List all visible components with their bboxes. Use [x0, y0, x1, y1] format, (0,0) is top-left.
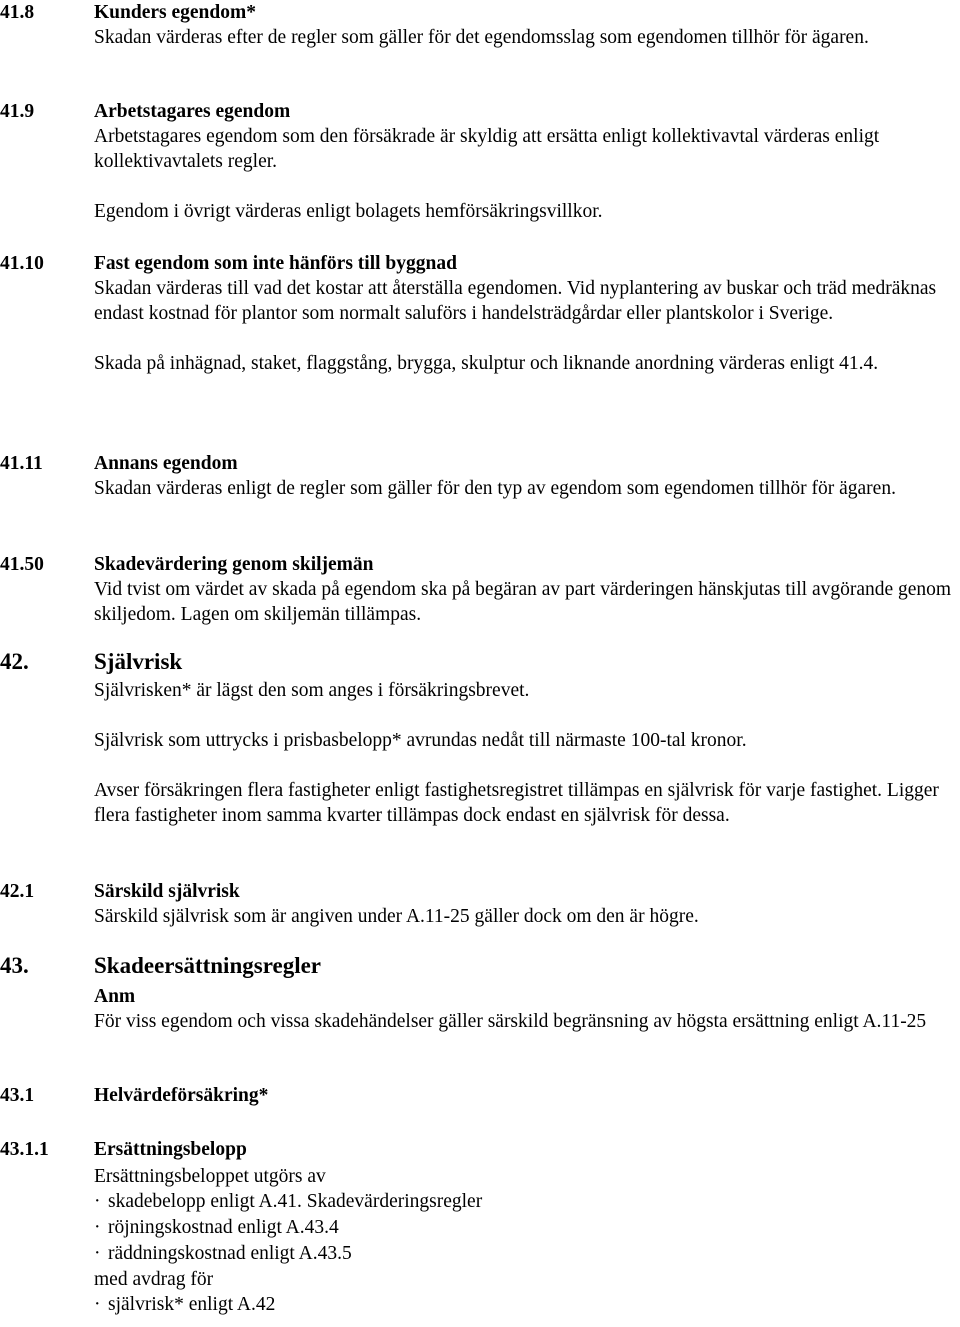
paragraph: Vid tvist om värdet av skada på egendom ska på begäran av part värderingen hänskjutas till avgörande genom skiljedom. Lagen om skiljemän tillämpas. — [94, 579, 952, 625]
section-number: 42. — [0, 649, 29, 674]
list-item-text: skadebelopp enligt A.41. Skadevärderingsregler — [108, 1191, 483, 1212]
section-title: Självrisk — [94, 649, 183, 674]
section-body — [94, 476, 960, 501]
section-number: 41.8 — [0, 2, 35, 23]
paragraph: Självrisk som uttrycks i prisbasbelopp* avrundas nedåt till närmaste 100-tal kronor. — [94, 730, 747, 751]
list-item-text: röjningskostnad enligt A.43.4 — [108, 1217, 339, 1238]
list-item — [94, 1241, 960, 1267]
bullet-icon: · — [94, 1217, 101, 1238]
section-body — [94, 984, 960, 1034]
section-title: Fast egendom som inte hänförs till byggnad — [94, 253, 457, 274]
list-intro: Ersättningsbeloppet utgörs av — [94, 1166, 326, 1187]
section-number: 41.50 — [0, 554, 44, 575]
section-title: Arbetstagares egendom — [94, 101, 291, 122]
section-title: Ersättningsbelopp — [94, 1139, 247, 1160]
list-item — [94, 1292, 960, 1318]
list-item-text: självrisk* enligt A.42 — [108, 1294, 276, 1315]
list-item — [94, 1215, 960, 1241]
section-title: Kunders egendom* — [94, 2, 256, 23]
section-number: 41.9 — [0, 101, 35, 122]
bullet-icon: · — [94, 1191, 101, 1212]
section-number: 43. — [0, 953, 29, 978]
paragraph: Avser försäkringen flera fastigheter enligt fastighetsregistret tillämpas en självrisk för varje fastighet. Ligger flera fastigheter inom samma kvarter tillämpas dock endast en självrisk för dessa. — [94, 780, 939, 826]
paragraph: Skadan värderas efter de regler som gäller för det egendomsslag som egendomen tillhör för ägaren. — [94, 27, 869, 48]
section-body — [94, 276, 960, 376]
paragraph: Skadan värderas till vad det kostar att återställa egendomen. Vid nyplantering av buskar och träd medräknas endast kostnad för plantor som normalt saluförs i handelsträdgårdar eller plantskolor i Sverige. — [94, 278, 937, 324]
section-title: Annans egendom — [94, 453, 238, 474]
paragraph: Egendom i övrigt värderas enligt bolagets hemförsäkringsvillkor. — [94, 201, 603, 222]
section-body — [94, 25, 960, 50]
section-subtitle: Anm — [94, 986, 136, 1007]
section-number: 42.1 — [0, 881, 35, 902]
bullet-icon: · — [94, 1294, 101, 1315]
section-title: Skadeersättningsregler — [94, 953, 322, 978]
section-number: 43.1.1 — [0, 1139, 49, 1160]
paragraph: Arbetstagares egendom som den försäkrade är skyldig att ersätta enligt kollektivavtal värderas enligt kollektivavtalets regler. — [94, 126, 880, 172]
section-number: 41.10 — [0, 253, 44, 274]
bullet-icon: · — [94, 1243, 101, 1264]
list-item — [94, 1189, 960, 1215]
section-number: 41.11 — [0, 453, 43, 474]
section-body — [94, 678, 960, 828]
paragraph: Särskild självrisk som är angiven under A.11-25 gäller dock om den är högre. — [94, 906, 699, 927]
list-middle: med avdrag för — [94, 1269, 214, 1290]
section-title: Särskild självrisk — [94, 881, 240, 902]
section-number: 43.1 — [0, 1085, 35, 1106]
section-body — [94, 577, 960, 627]
paragraph: Självrisken* är lägst den som anges i försäkringsbrevet. — [94, 680, 530, 701]
section-title: Skadevärdering genom skiljemän — [94, 554, 374, 575]
paragraph: För viss egendom och vissa skadehändelser gäller särskild begränsning av högsta ersättning enligt A.11-25 — [94, 1011, 927, 1032]
section-body — [94, 1164, 960, 1318]
paragraph: Skada på inhägnad, staket, flaggstång, brygga, skulptur och liknande anordning värderas enligt 41.4. — [94, 353, 879, 374]
list-item-text: räddningskostnad enligt A.43.5 — [108, 1243, 352, 1264]
section-body — [94, 904, 960, 929]
section-body — [94, 124, 960, 224]
section-title: Helvärdeförsäkring* — [94, 1085, 269, 1106]
paragraph: Skadan värderas enligt de regler som gäller för den typ av egendom som egendomen tillhör för ägaren. — [94, 478, 896, 499]
